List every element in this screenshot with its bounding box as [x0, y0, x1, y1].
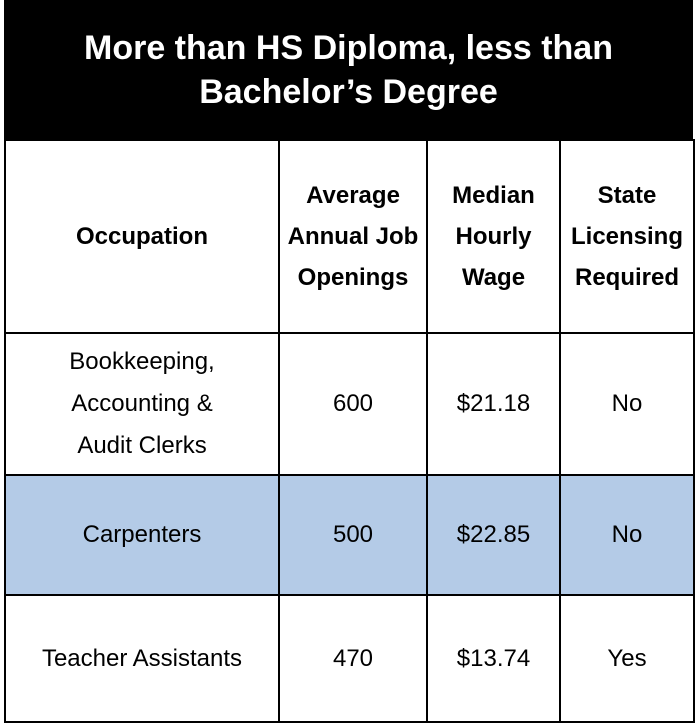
table-row [5, 333, 694, 475]
cell-wage: $13.74 [427, 595, 560, 722]
table-row-highlighted [5, 475, 694, 595]
title-line-2: Bachelor’s Degree [199, 72, 498, 111]
cell-openings: 470 [279, 595, 427, 722]
occupation-table-figure [4, 0, 693, 721]
cell-licensing: No [560, 475, 694, 595]
cell-licensing: Yes [560, 595, 694, 722]
cell-openings: 600 [279, 333, 427, 475]
occupation-table [4, 139, 695, 723]
header-openings: Average Annual Job Openings [279, 140, 427, 333]
cell-occupation: Bookkeeping, Accounting & Audit Clerks [5, 333, 279, 475]
header-licensing: State Licensing Required [560, 140, 694, 333]
title-line-1: More than HS Diploma, less than [84, 28, 613, 67]
cell-openings: 500 [279, 475, 427, 595]
cell-licensing: No [560, 333, 694, 475]
header-row [5, 140, 694, 333]
cell-occupation: Teacher Assistants [5, 595, 279, 722]
cell-wage: $22.85 [427, 475, 560, 595]
table-title [4, 0, 693, 139]
cell-occupation: Carpenters [5, 475, 279, 595]
table-row [5, 595, 694, 722]
header-occupation: Occupation [5, 140, 279, 333]
header-wage: Median Hourly Wage [427, 140, 560, 333]
cell-wage: $21.18 [427, 333, 560, 475]
